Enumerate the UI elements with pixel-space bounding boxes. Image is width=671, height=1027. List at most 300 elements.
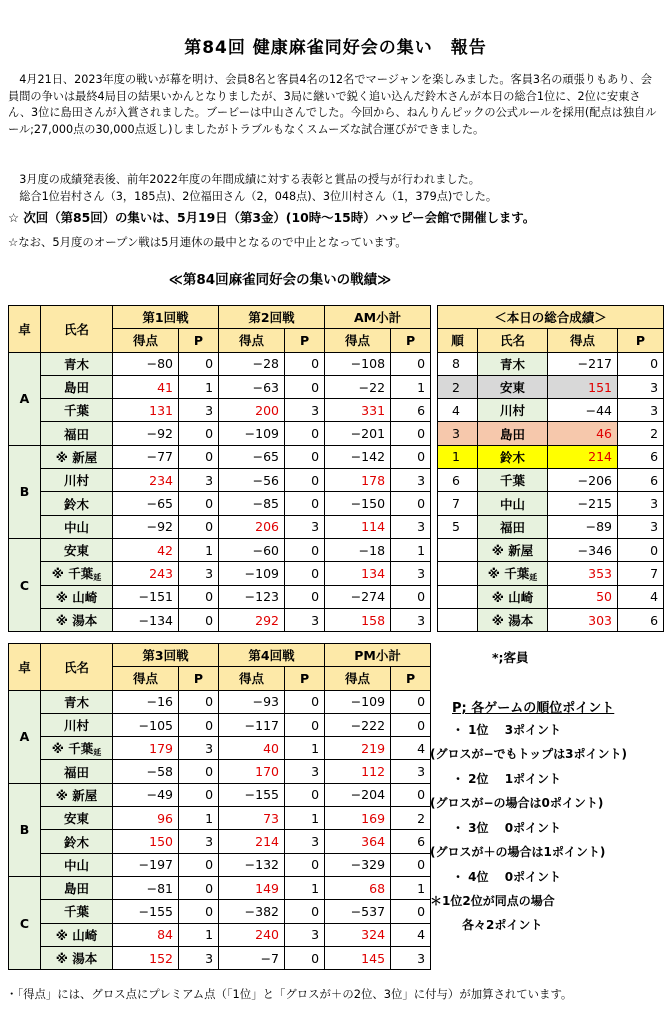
table-row bbox=[9, 783, 431, 806]
player-name-text: ※ 新屋 bbox=[55, 787, 98, 803]
overall-row bbox=[438, 608, 664, 631]
player-name-text: ※ 湯本 bbox=[55, 951, 98, 966]
table-row bbox=[9, 469, 431, 492]
player-name bbox=[478, 375, 548, 398]
player-name bbox=[478, 515, 548, 538]
table-row bbox=[9, 445, 431, 468]
game2-points: 0 bbox=[285, 946, 325, 969]
game2-points: 0 bbox=[285, 422, 325, 445]
page-title: 第84回 健康麻雀同好会の集い 報告 bbox=[184, 38, 487, 58]
overall-rank: 6 bbox=[438, 469, 478, 492]
player-name-text: ※ 山崎 bbox=[55, 589, 98, 605]
overall-points: 0 bbox=[618, 538, 664, 561]
overall-points: 0 bbox=[618, 352, 664, 375]
player-name-text: ※ 山崎 bbox=[491, 589, 534, 605]
game1-points: 0 bbox=[179, 608, 219, 631]
game1-points: 3 bbox=[179, 399, 219, 422]
subtotal-points: 0 bbox=[391, 900, 431, 923]
game1-points: 3 bbox=[179, 737, 219, 760]
player-name bbox=[478, 469, 548, 492]
header-score: 得点 bbox=[219, 329, 285, 352]
table-row bbox=[9, 760, 431, 783]
game2-points: 0 bbox=[285, 352, 325, 375]
player-name bbox=[41, 876, 113, 899]
legend-line: ・ 4位 0ポイント bbox=[452, 870, 562, 884]
game1-score: −49 bbox=[113, 783, 179, 806]
game1-points: 0 bbox=[179, 900, 219, 923]
overall-points: 6 bbox=[618, 445, 664, 468]
table-row bbox=[9, 422, 431, 445]
overall-title: ＜本日の総合成績＞ bbox=[438, 306, 664, 329]
game2-score: −7 bbox=[219, 946, 285, 969]
legend-line: ＊1位2位が同点の場合 bbox=[430, 894, 555, 908]
player-name-text: 安東 bbox=[63, 811, 89, 827]
legend-title: P; 各ゲームの順位ポイント bbox=[452, 701, 615, 716]
subtotal-points: 1 bbox=[391, 375, 431, 398]
game1-score: −105 bbox=[113, 713, 179, 736]
game2-points: 0 bbox=[285, 585, 325, 608]
player-name-text: 中山 bbox=[63, 857, 89, 873]
header-p: P bbox=[391, 667, 431, 690]
player-name bbox=[41, 562, 113, 585]
game1-score: 234 bbox=[113, 469, 179, 492]
game2-score: 214 bbox=[219, 830, 285, 853]
subtotal-score: −537 bbox=[325, 900, 391, 923]
player-name bbox=[41, 830, 113, 853]
game1-points: 0 bbox=[179, 492, 219, 515]
player-name bbox=[41, 713, 113, 736]
game1-score: 150 bbox=[113, 830, 179, 853]
table-label: B bbox=[9, 445, 41, 538]
game2-score: −123 bbox=[219, 585, 285, 608]
subtotal-points: 0 bbox=[391, 853, 431, 876]
table-row bbox=[9, 690, 431, 713]
subtotal-points: 4 bbox=[391, 923, 431, 946]
subtotal-points: 0 bbox=[391, 352, 431, 375]
overall-row bbox=[438, 585, 664, 608]
overall-rank bbox=[438, 562, 478, 585]
overall-score: −217 bbox=[548, 352, 618, 375]
table-row bbox=[9, 399, 431, 422]
game2-score: 240 bbox=[219, 923, 285, 946]
table-label: A bbox=[9, 690, 41, 783]
game1-points: 1 bbox=[179, 538, 219, 561]
player-name-text: 島田 bbox=[499, 426, 525, 442]
game2-points: 0 bbox=[285, 690, 325, 713]
player-name-text: 鈴木 bbox=[499, 449, 525, 465]
player-name bbox=[478, 399, 548, 422]
player-name bbox=[478, 562, 548, 585]
player-name-text: ※ 千葉 bbox=[51, 565, 94, 581]
overall-header-p: P bbox=[618, 329, 664, 352]
overall-rank: 2 bbox=[438, 375, 478, 398]
game2-points: 3 bbox=[285, 399, 325, 422]
overall-rank: 4 bbox=[438, 399, 478, 422]
subtotal-points: 0 bbox=[391, 713, 431, 736]
subtotal-score: 324 bbox=[325, 923, 391, 946]
overall-row bbox=[438, 515, 664, 538]
game1-points: 0 bbox=[179, 760, 219, 783]
overall-row bbox=[438, 375, 664, 398]
player-name-text: 福田 bbox=[63, 764, 89, 780]
player-name-text: ※ 湯本 bbox=[491, 613, 534, 628]
overall-header-name: 氏名 bbox=[478, 329, 548, 352]
subtotal-score: −150 bbox=[325, 492, 391, 515]
game2-points: 0 bbox=[285, 469, 325, 492]
subtotal-points: 6 bbox=[391, 399, 431, 422]
header-g2: 第2回戦 bbox=[219, 306, 325, 329]
overall-rank: 1 bbox=[438, 445, 478, 468]
overall-header-score: 得点 bbox=[548, 329, 618, 352]
header-score: 得点 bbox=[325, 667, 391, 690]
table-row bbox=[9, 608, 431, 631]
game1-points: 0 bbox=[179, 422, 219, 445]
player-name bbox=[478, 352, 548, 375]
header-score: 得点 bbox=[113, 667, 179, 690]
table-row bbox=[9, 352, 431, 375]
player-name-text: 千葉 bbox=[63, 403, 89, 419]
overall-row bbox=[438, 399, 664, 422]
legend-line: (グロスが＋の場合は1ポイント) bbox=[430, 845, 606, 859]
game2-score: −109 bbox=[219, 562, 285, 585]
game2-points: 3 bbox=[285, 515, 325, 538]
game1-points: 0 bbox=[179, 515, 219, 538]
header-score: 得点 bbox=[325, 329, 391, 352]
game1-points: 1 bbox=[179, 375, 219, 398]
game1-score: −197 bbox=[113, 853, 179, 876]
overall-score: −346 bbox=[548, 538, 618, 561]
header-name: 氏名 bbox=[41, 644, 113, 691]
table-row bbox=[9, 538, 431, 561]
player-name bbox=[41, 783, 113, 806]
game2-points: 0 bbox=[285, 900, 325, 923]
table-row bbox=[9, 876, 431, 899]
guest-note: *;客員 bbox=[492, 650, 529, 665]
overall-score: 50 bbox=[548, 585, 618, 608]
table-row bbox=[9, 737, 431, 760]
game2-score: −93 bbox=[219, 690, 285, 713]
subtotal-score: −18 bbox=[325, 538, 391, 561]
player-name bbox=[41, 399, 113, 422]
game2-points: 3 bbox=[285, 923, 325, 946]
game2-points: 1 bbox=[285, 737, 325, 760]
subtotal-points: 4 bbox=[391, 737, 431, 760]
game1-score: 42 bbox=[113, 538, 179, 561]
subtotal-score: −201 bbox=[325, 422, 391, 445]
player-name bbox=[41, 422, 113, 445]
game1-points: 0 bbox=[179, 445, 219, 468]
game1-points: 3 bbox=[179, 562, 219, 585]
subtotal-score: 158 bbox=[325, 608, 391, 631]
awards-line-2: 総合1位岩村さん（3，185点)、2位福田さん（2，048点)、3位川村さん（1，379点)でした。 bbox=[19, 189, 498, 203]
game1-score: −80 bbox=[113, 352, 179, 375]
header-table: 卓 bbox=[9, 306, 41, 353]
legend-line: ・ 3位 0ポイント bbox=[452, 821, 562, 835]
player-name bbox=[41, 923, 113, 946]
player-name-text: 川村 bbox=[63, 473, 89, 489]
legend-line: (グロスが−でもトップは3ポイント) bbox=[430, 747, 628, 761]
game2-points: 1 bbox=[285, 807, 325, 830]
game2-points: 3 bbox=[285, 830, 325, 853]
header-p: P bbox=[285, 667, 325, 690]
player-name bbox=[41, 352, 113, 375]
game1-score: 243 bbox=[113, 562, 179, 585]
player-name-text: 青木 bbox=[499, 356, 525, 372]
player-name-text: 福田 bbox=[499, 519, 525, 535]
game1-score: −92 bbox=[113, 515, 179, 538]
table-row bbox=[9, 946, 431, 969]
overall-points: 3 bbox=[618, 515, 664, 538]
header-score: 得点 bbox=[219, 667, 285, 690]
subtotal-score: −274 bbox=[325, 585, 391, 608]
player-name bbox=[41, 492, 113, 515]
table-row bbox=[9, 830, 431, 853]
player-name bbox=[41, 946, 113, 969]
overall-rank bbox=[438, 538, 478, 561]
player-name-text: 千葉 bbox=[63, 904, 89, 920]
header-sub: AM小計 bbox=[325, 306, 431, 329]
overall-row bbox=[438, 492, 664, 515]
overall-score: 303 bbox=[548, 608, 618, 631]
game1-score: 96 bbox=[113, 807, 179, 830]
game2-points: 0 bbox=[285, 538, 325, 561]
game1-points: 3 bbox=[179, 946, 219, 969]
subtotal-score: −22 bbox=[325, 375, 391, 398]
game2-score: 200 bbox=[219, 399, 285, 422]
subtotal-score: 331 bbox=[325, 399, 391, 422]
game1-points: 3 bbox=[179, 469, 219, 492]
game1-score: −77 bbox=[113, 445, 179, 468]
game1-score: −81 bbox=[113, 876, 179, 899]
game1-points: 1 bbox=[179, 807, 219, 830]
player-name bbox=[41, 807, 113, 830]
player-name bbox=[41, 538, 113, 561]
subtotal-score: 134 bbox=[325, 562, 391, 585]
game1-points: 0 bbox=[179, 352, 219, 375]
game1-score: −134 bbox=[113, 608, 179, 631]
player-name-text: ※ 千葉 bbox=[51, 740, 94, 756]
subtotal-score: −329 bbox=[325, 853, 391, 876]
next-meeting-notice: ☆ 次回（第85回）の集いは、5月19日（第3金）(10時〜15時）ハッピー会館で開催します。 bbox=[8, 210, 536, 225]
footer-note: ・「得点」には、グロス点にプレミアム点（「1位」と「グロスが＋の2位、3位」に付与）が加算されています。 bbox=[6, 987, 573, 1001]
legend-line: ・ 1位 3ポイント bbox=[452, 723, 562, 737]
player-name-text: 中山 bbox=[499, 496, 525, 512]
subtotal-points: 0 bbox=[391, 492, 431, 515]
game2-score: −132 bbox=[219, 853, 285, 876]
overall-score: −89 bbox=[548, 515, 618, 538]
player-name-text: 鈴木 bbox=[63, 496, 89, 512]
player-name-text: 青木 bbox=[63, 356, 89, 372]
subtotal-points: 0 bbox=[391, 445, 431, 468]
extension-mark: 延 bbox=[93, 747, 102, 757]
table-row bbox=[9, 923, 431, 946]
header-g1: 第3回戦 bbox=[113, 644, 219, 667]
game1-score: 152 bbox=[113, 946, 179, 969]
subtotal-points: 3 bbox=[391, 760, 431, 783]
overall-rank: 7 bbox=[438, 492, 478, 515]
game2-score: −60 bbox=[219, 538, 285, 561]
game1-score: 179 bbox=[113, 737, 179, 760]
subtotal-score: 364 bbox=[325, 830, 391, 853]
game2-points: 3 bbox=[285, 608, 325, 631]
player-name bbox=[478, 608, 548, 631]
header-g1: 第1回戦 bbox=[113, 306, 219, 329]
overall-row bbox=[438, 445, 664, 468]
overall-points: 4 bbox=[618, 585, 664, 608]
results-title: ≪第84回麻雀同好会の集いの戦績≫ bbox=[168, 272, 392, 288]
game2-points: 0 bbox=[285, 783, 325, 806]
overall-score: −215 bbox=[548, 492, 618, 515]
subtotal-score: 112 bbox=[325, 760, 391, 783]
game2-score: 73 bbox=[219, 807, 285, 830]
game2-score: −382 bbox=[219, 900, 285, 923]
game2-score: 40 bbox=[219, 737, 285, 760]
game2-score: −65 bbox=[219, 445, 285, 468]
player-name bbox=[41, 737, 113, 760]
header-g2: 第4回戦 bbox=[219, 644, 325, 667]
subtotal-points: 3 bbox=[391, 469, 431, 492]
player-name-text: 川村 bbox=[499, 403, 525, 419]
game2-points: 0 bbox=[285, 562, 325, 585]
game2-score: −109 bbox=[219, 422, 285, 445]
overall-points: 6 bbox=[618, 469, 664, 492]
table-row bbox=[9, 713, 431, 736]
player-name-text: 安東 bbox=[499, 380, 525, 396]
overall-score: 151 bbox=[548, 375, 618, 398]
header-table: 卓 bbox=[9, 644, 41, 691]
overall-rank: 8 bbox=[438, 352, 478, 375]
game2-points: 0 bbox=[285, 375, 325, 398]
game1-points: 0 bbox=[179, 585, 219, 608]
player-name bbox=[41, 515, 113, 538]
player-name bbox=[478, 422, 548, 445]
game1-score: 84 bbox=[113, 923, 179, 946]
game2-points: 0 bbox=[285, 713, 325, 736]
subtotal-points: 0 bbox=[391, 690, 431, 713]
game2-score: 292 bbox=[219, 608, 285, 631]
game2-score: −155 bbox=[219, 783, 285, 806]
player-name-text: 鈴木 bbox=[63, 834, 89, 850]
table-row bbox=[9, 807, 431, 830]
subtotal-points: 3 bbox=[391, 946, 431, 969]
overall-rank: 5 bbox=[438, 515, 478, 538]
player-name-text: ※ 千葉 bbox=[487, 565, 530, 581]
overall-results-table bbox=[437, 305, 664, 632]
overall-points: 3 bbox=[618, 375, 664, 398]
game1-points: 0 bbox=[179, 783, 219, 806]
player-name-text: 青木 bbox=[63, 694, 89, 710]
overall-rank bbox=[438, 585, 478, 608]
table-row bbox=[9, 853, 431, 876]
game1-score: −65 bbox=[113, 492, 179, 515]
table-label: B bbox=[9, 783, 41, 876]
table-row bbox=[9, 562, 431, 585]
subtotal-score: 169 bbox=[325, 807, 391, 830]
player-name-text: ※ 新屋 bbox=[55, 449, 98, 465]
subtotal-points: 0 bbox=[391, 783, 431, 806]
game2-score: −117 bbox=[219, 713, 285, 736]
overall-score: −206 bbox=[548, 469, 618, 492]
extension-mark: 延 bbox=[529, 572, 538, 582]
player-name bbox=[41, 690, 113, 713]
player-name-text: ※ 山崎 bbox=[55, 927, 98, 943]
table-row bbox=[9, 492, 431, 515]
game1-score: −92 bbox=[113, 422, 179, 445]
subtotal-points: 1 bbox=[391, 538, 431, 561]
player-name-text: ※ 湯本 bbox=[55, 613, 98, 628]
game1-score: 41 bbox=[113, 375, 179, 398]
player-name bbox=[41, 585, 113, 608]
extension-mark: 延 bbox=[93, 572, 102, 582]
overall-row bbox=[438, 538, 664, 561]
subtotal-score: −204 bbox=[325, 783, 391, 806]
header-sub: PM小計 bbox=[325, 644, 431, 667]
legend-line: ・ 2位 1ポイント bbox=[452, 772, 562, 786]
game2-score: 206 bbox=[219, 515, 285, 538]
subtotal-score: −222 bbox=[325, 713, 391, 736]
game1-points: 0 bbox=[179, 690, 219, 713]
game1-points: 1 bbox=[179, 923, 219, 946]
game2-points: 3 bbox=[285, 760, 325, 783]
table-label: C bbox=[9, 538, 41, 631]
table-label: C bbox=[9, 876, 41, 969]
game2-score: −28 bbox=[219, 352, 285, 375]
subtotal-points: 3 bbox=[391, 515, 431, 538]
overall-points: 7 bbox=[618, 562, 664, 585]
game1-score: −155 bbox=[113, 900, 179, 923]
table-row bbox=[9, 515, 431, 538]
player-name-text: 島田 bbox=[63, 380, 89, 396]
table-row bbox=[9, 375, 431, 398]
player-name-text: 千葉 bbox=[499, 473, 525, 489]
subtotal-points: 3 bbox=[391, 608, 431, 631]
player-name-text: 中山 bbox=[63, 519, 89, 535]
overall-score: 214 bbox=[548, 445, 618, 468]
game2-points: 0 bbox=[285, 492, 325, 515]
subtotal-score: 114 bbox=[325, 515, 391, 538]
overall-score: 353 bbox=[548, 562, 618, 585]
subtotal-score: −109 bbox=[325, 690, 391, 713]
game2-score: −63 bbox=[219, 375, 285, 398]
awards-paragraph bbox=[8, 172, 671, 205]
legend-line: (グロスが−の場合は0ポイント) bbox=[430, 796, 604, 810]
player-name bbox=[41, 853, 113, 876]
subtotal-points: 2 bbox=[391, 807, 431, 830]
header-name: 氏名 bbox=[41, 306, 113, 353]
overall-points: 2 bbox=[618, 422, 664, 445]
player-name-text: ※ 新屋 bbox=[491, 543, 534, 559]
game1-score: −16 bbox=[113, 690, 179, 713]
subtotal-points: 0 bbox=[391, 585, 431, 608]
overall-points: 3 bbox=[618, 492, 664, 515]
header-p: P bbox=[391, 329, 431, 352]
subtotal-points: 3 bbox=[391, 562, 431, 585]
overall-row bbox=[438, 562, 664, 585]
player-name bbox=[41, 375, 113, 398]
table-label: A bbox=[9, 352, 41, 445]
overall-points: 3 bbox=[618, 399, 664, 422]
overall-header-rank: 順 bbox=[438, 329, 478, 352]
table-row bbox=[9, 585, 431, 608]
player-name bbox=[478, 492, 548, 515]
overall-row bbox=[438, 422, 664, 445]
player-name-text: 川村 bbox=[63, 718, 89, 734]
player-name bbox=[41, 900, 113, 923]
subtotal-points: 1 bbox=[391, 876, 431, 899]
player-name-text: 島田 bbox=[63, 881, 89, 897]
game2-score: 170 bbox=[219, 760, 285, 783]
game2-score: 149 bbox=[219, 876, 285, 899]
